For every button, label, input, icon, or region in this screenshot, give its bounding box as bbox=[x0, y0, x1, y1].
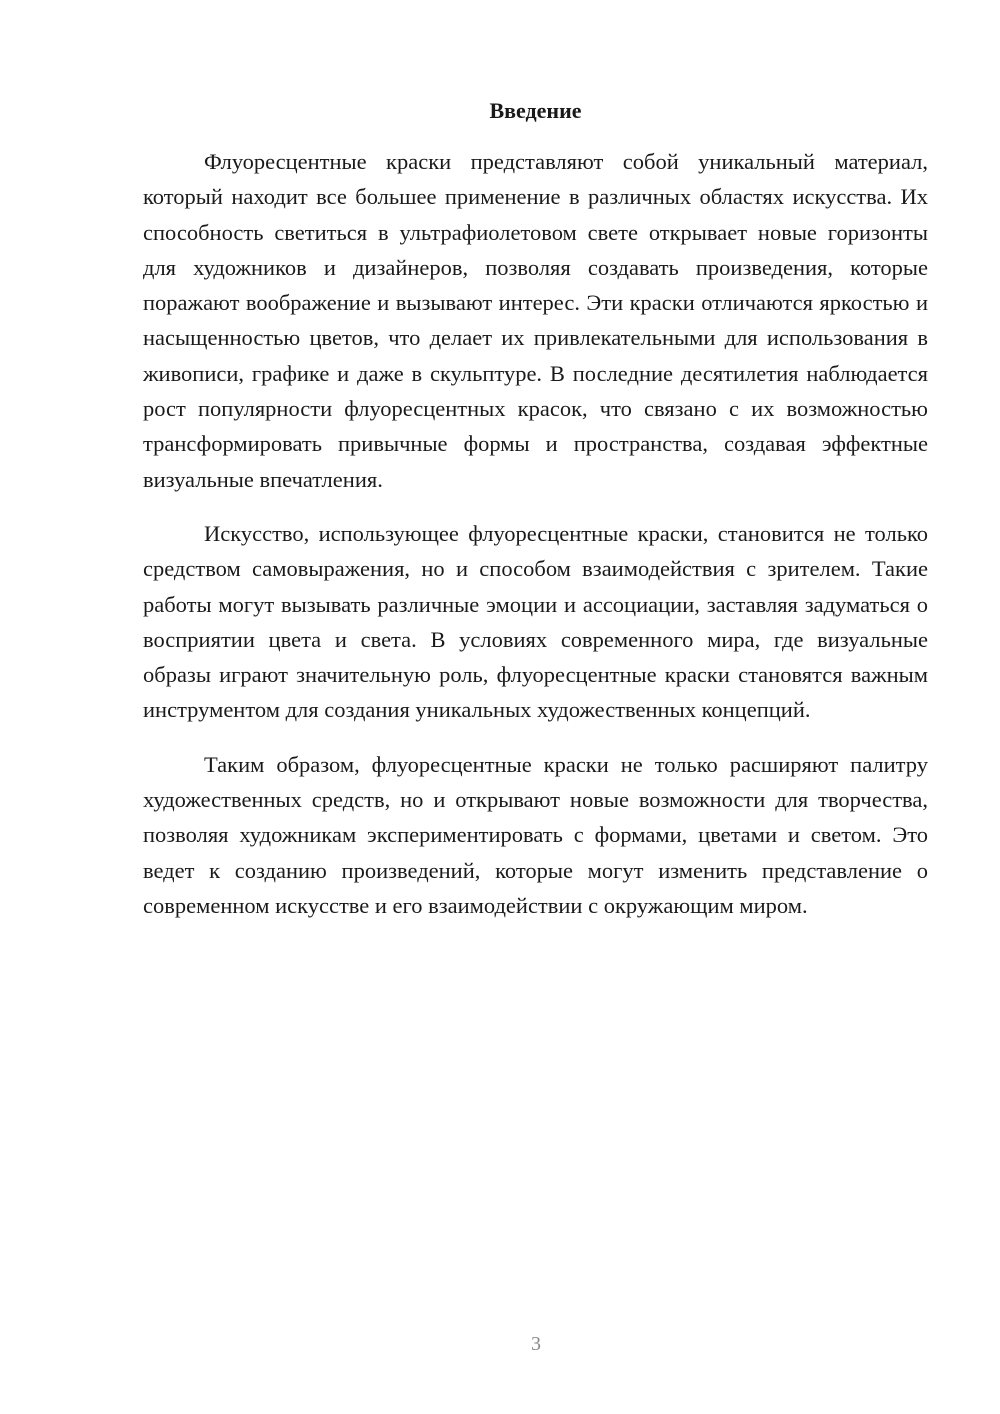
document-body bbox=[143, 96, 928, 942]
paragraph-1: Флуоресцентные краски представляют собой уникальный материал, который находит все большее применение в различных областях искусства. Их способность светиться в ультрафиолетовом свете открывает новые горизонты для художников и дизайнеров, позволяя создавать произведения, которые поражают воображение и вызывают интерес. Эти краски отличаются яркостью и насыщенностью цветов, что делает их привлекательными для использования в живописи, графике и даже в скульптуре. В последние десятилетия наблюдается рост популярности флуоресцентных красок, что связано с их возможностью трансформировать привычные формы и пространства, создавая эффектные визуальные впечатления. bbox=[143, 149, 928, 492]
page-title: Введение bbox=[489, 98, 582, 123]
page-number: 3 bbox=[531, 1333, 541, 1355]
paragraph-2: Искусство, использующее флуоресцентные краски, становится не только средством самовыражения, но и способом взаимодействия с зрителем. Такие работы могут вызывать различные эмоции и ассоциации, заставляя задуматься о восприятии цвета и света. В условиях современного мира, где визуальные образы играют значительную роль, флуоресцентные краски становятся важным инструментом для создания уникальных художественных концепций. bbox=[143, 520, 928, 723]
paragraph-3: Таким образом, флуоресцентные краски не только расширяют палитру художественных средств, но и открывают новые возможности для творчества, позволяя художникам экспериментировать с формами, цветами и светом. Это ведет к созданию произведений, которые могут изменить представление о современном искусстве и его взаимодействии с окружающим миром. bbox=[143, 751, 928, 918]
